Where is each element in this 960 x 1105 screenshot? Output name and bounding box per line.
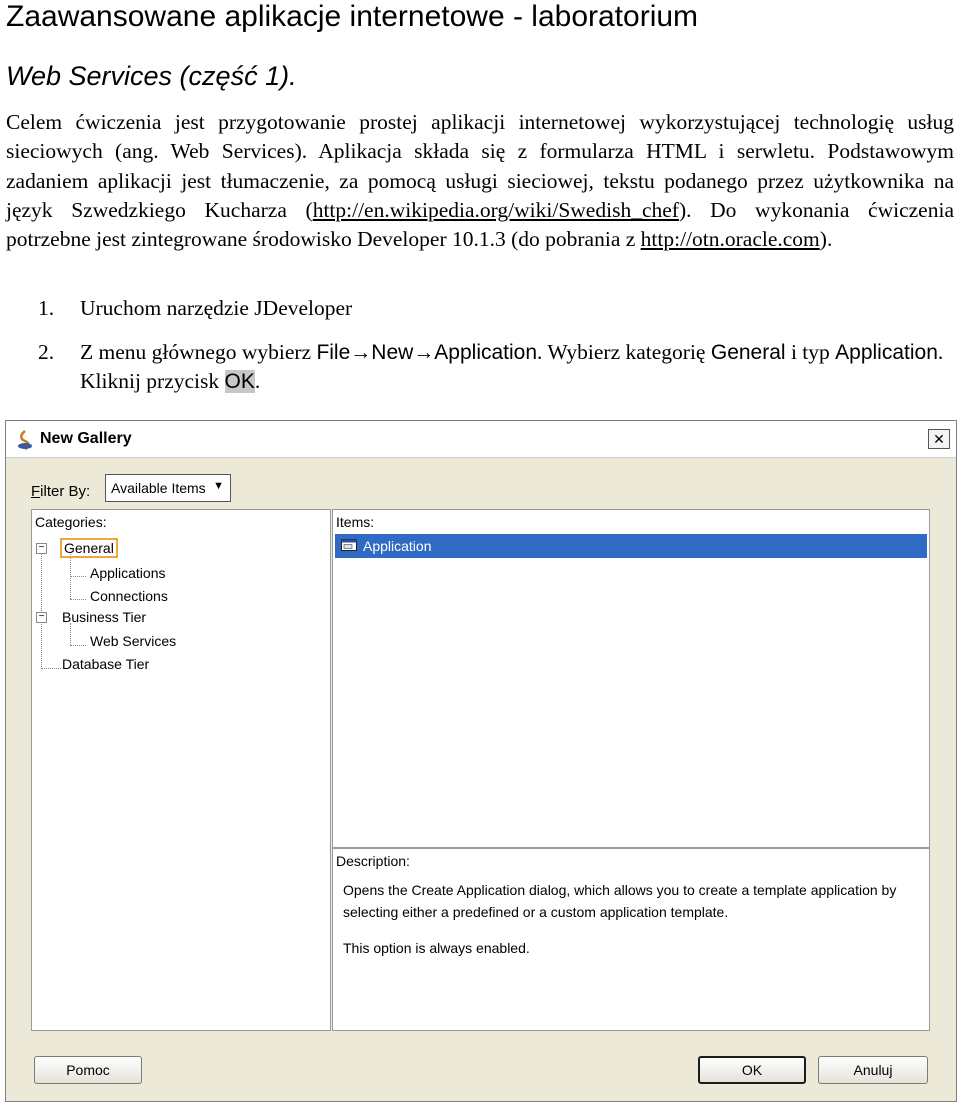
close-icon[interactable]: ✕ <box>928 429 950 449</box>
tree-line <box>70 576 86 577</box>
tree-item-business-tier[interactable]: Business Tier <box>62 609 147 625</box>
ok-button[interactable]: OK <box>698 1056 806 1084</box>
tree-item-general[interactable] <box>62 540 116 556</box>
categories-label: Categories: <box>35 514 107 530</box>
description-text <box>343 879 913 959</box>
categories-panel <box>31 509 331 1031</box>
ok-button-reference: OK <box>224 370 255 394</box>
description-body: Opens the Create Application dialog, which allows you to create a template application by selecting either a predefined or a custom application template. <box>343 882 897 920</box>
dialog-titlebar <box>6 421 956 458</box>
category-name: General <box>710 341 786 364</box>
tree-item-database-tier[interactable]: Database Tier <box>62 656 150 672</box>
help-button[interactable]: Pomoc <box>34 1056 142 1084</box>
intro-text-2: ). Do wykonania ćwiczenia potrzebne jest zintegrowane środowisko Developer 10.1.3 (do pobrania z <box>6 197 954 252</box>
tree-line <box>70 645 86 646</box>
chevron-down-icon: ▼ <box>213 480 224 492</box>
wikipedia-link[interactable]: http://en.wikipedia.org/wiki/Swedish_chef <box>312 197 679 222</box>
tree-line <box>41 668 61 669</box>
description-note: This option is always enabled. <box>343 940 530 956</box>
step-text-mid: . Kliknij przycisk <box>80 340 944 394</box>
type-name: Application <box>835 341 938 364</box>
tree-item-applications[interactable]: Applications <box>90 565 166 581</box>
description-panel <box>332 848 930 1031</box>
filter-value: Available Items <box>111 480 206 496</box>
filter-label-rest: ilter By: <box>40 483 91 500</box>
step-text: Uruchom narzędzie JDeveloper <box>80 296 353 320</box>
step-text-mid: . Wybierz kategorię <box>537 340 711 364</box>
filter-label <box>31 483 90 500</box>
item-label: Application <box>363 538 432 554</box>
step-text <box>80 338 956 397</box>
tree-item-label: General <box>64 540 114 556</box>
items-panel <box>332 509 930 848</box>
tree-item-connections[interactable]: Connections <box>90 588 168 604</box>
items-label: Items: <box>336 514 375 530</box>
step-number: 2. <box>38 340 55 364</box>
filter-dropdown[interactable] <box>105 474 231 502</box>
description-label: Description: <box>336 853 410 869</box>
intro-text-1: Celem ćwiczenia jest przygotowanie prostej aplikacji internetowej wykorzystującej technologię usług sieciowych (ang. Web Services). Aplikacja składa się z formularza HTML i serwletu. Podstawowym zadaniem aplikacji jest tłumaczenie, za pomocą usługi sieciowej, tekstu podanego przez użytkownika na język Szwedzkiego Kucharza ( <box>6 110 954 222</box>
document-subtitle: Web Services (część 1). <box>6 61 297 91</box>
jdeveloper-icon <box>14 429 36 451</box>
document-title: Zaawansowane aplikacje internetowe - laboratorium <box>6 0 699 33</box>
menu-path: File→New→Application <box>316 341 538 364</box>
dialog-title: New Gallery <box>40 430 132 447</box>
oracle-link[interactable]: http://otn.oracle.com <box>640 227 820 252</box>
tree-line <box>70 599 86 600</box>
filter-label-mnemonic: F <box>31 483 41 500</box>
collapse-icon[interactable]: − <box>36 543 47 554</box>
tree-line <box>41 543 42 667</box>
cancel-button[interactable]: Anuluj <box>818 1056 928 1084</box>
intro-text-3: ). <box>819 227 833 252</box>
item-application[interactable] <box>335 534 927 558</box>
collapse-icon[interactable]: − <box>36 612 47 623</box>
step-text-mid: i typ <box>785 340 836 364</box>
step-text-suffix: . <box>254 369 261 394</box>
tree-item-web-services[interactable]: Web Services <box>90 633 177 649</box>
intro-paragraph <box>6 108 954 254</box>
tree-line <box>70 623 71 645</box>
step-text-prefix: Z menu głównego wybierz <box>80 340 317 364</box>
step-number: 1. <box>38 296 55 320</box>
new-gallery-dialog <box>5 420 957 1102</box>
application-icon <box>341 539 357 551</box>
